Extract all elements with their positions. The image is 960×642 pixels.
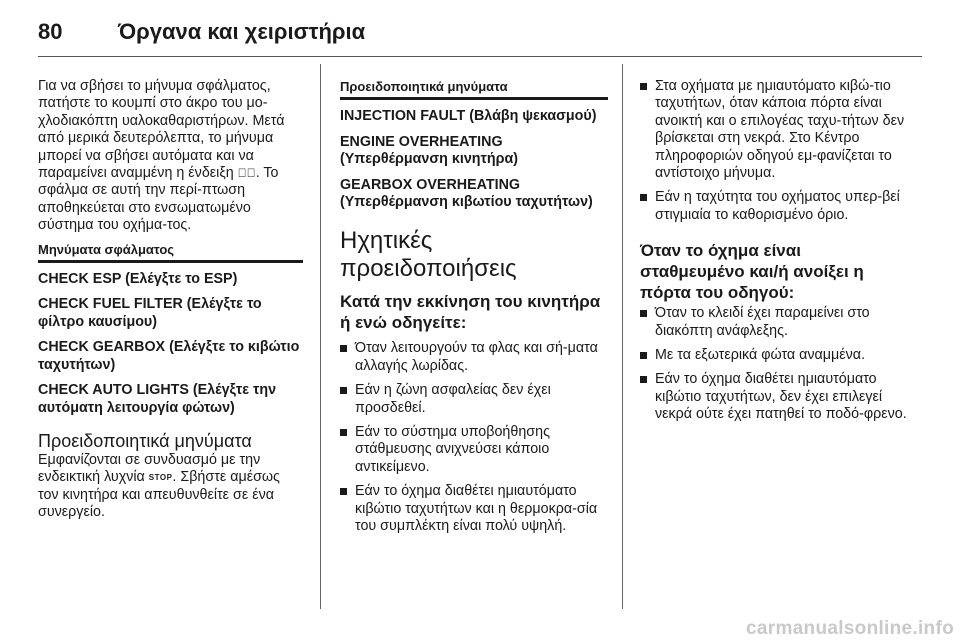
bullet-list: [340, 340, 608, 535]
warning-message: ENGINE OVERHEATING (Υπερθέρμανση κινητήρα): [340, 133, 519, 168]
fault-messages-heading: Μηνύματα σφάλματος: [38, 241, 303, 263]
bullet-list: [640, 305, 910, 423]
fault-message: CHECK GEARBOX (Ελέγξτε το κιβώτιο ταχυτήτων): [38, 339, 300, 373]
fault-message: CHECK FUEL FILTER (Ελέγξτε το φίλτρο καυσίμου): [38, 296, 262, 330]
list-item: Στα οχήματα με ημιαυτόματο κιβώ-τιο ταχυτήτων, όταν κάποια πόρτα είναι ανοικτή και ο επιλογέας ταχυ-τήτων δεν βρίσκεται στη νεκρά. Στο Κέντρο πληροφοριών οδηγού εμ-φανίζεται το αντίστοιχο μήνυμα.: [640, 78, 910, 182]
watermark: carmanualsonline.info: [746, 618, 954, 639]
intro-paragraph: Για να σβήσει το μήνυμα σφάλματος, πατήστε το κουμπί στο άκρο του μο-χλοδιακόπτη υαλοκαθαριστήρων. Μετά από μερικά δευτερόλεπτα, το μήνυμα μπορεί να σβήσει αυτόματα και να παραμείνει αναμμένη η ένδειξη ⊲⃝. Το σφάλμα σε αυτή την περί-πτωση αποθηκεύεται στο ενσωματωμένο σύστημα του οχήμα-τος.: [38, 78, 285, 234]
column-2: [340, 78, 608, 536]
page-number: 80: [38, 19, 63, 44]
sub-heading: Κατά την εκκίνηση του κινητήρα ή ενώ οδηγείτε:: [340, 292, 601, 333]
section-title: Ηχητικές προειδοποιήσεις: [340, 227, 517, 283]
list-item: Εάν η ζώνη ασφαλείας δεν έχει προσδεθεί.: [340, 382, 608, 417]
warning-message: INJECTION FAULT (Βλάβη ψεκασμού): [340, 108, 597, 125]
list-item: Εάν η ταχύτητα του οχήματος υπερ-βεί στιγμιαία το καθορισμένο όριο.: [640, 189, 910, 224]
parked-heading: Όταν το όχημα είναι σταθμευμένο και/ή ανοίξει η πόρτα του οδηγού:: [640, 241, 864, 303]
error-indicator-icon: ⊲⃝: [237, 166, 256, 181]
page-header: [38, 12, 365, 52]
warning-list-heading: Προειδοποιητικά μηνύματα: [340, 78, 608, 100]
list-item: Όταν το κλειδί έχει παραμείνει στο διακόπτη ανάφλεξης.: [640, 305, 910, 340]
list-item: Όταν λειτουργούν τα φλας και σή-ματα αλλαγής λωρίδας.: [340, 340, 608, 375]
list-item: Εάν το όχημα διαθέτει ημιαυτόματο κιβώτιο ταχυτήτων και η θερμοκρα-σία του συμπλέκτη είναι πολύ υψηλή.: [340, 483, 608, 535]
warning-messages-heading: Προειδοποιητικά μηνύματα: [38, 430, 252, 451]
list-item: Με τα εξωτερικά φώτα αναμμένα.: [640, 347, 910, 364]
warning-message: GEARBOX OVERHEATING (Υπερθέρμανση κιβωτίου ταχυτήτων): [340, 176, 593, 211]
column-divider-2: [622, 64, 623, 609]
column-1: [38, 78, 303, 522]
warning-paragraph: Εμφανίζονται σε συνδυασμό με την ενδεικτική λυχνία STOP. Σβήστε αμέσως τον κινητήρα και απευθυνθείτε σε ένα συνεργείο.: [38, 451, 280, 521]
list-item: Εάν το σύστημα υποβοήθησης στάθμευσης ανιχνεύσει κάποιο αντικείμενο.: [340, 424, 608, 476]
column-divider-1: [320, 64, 321, 609]
stop-indicator-icon: STOP: [148, 473, 173, 483]
list-item: Εάν το όχημα διαθέτει ημιαυτόματο κιβώτιο ταχυτήτων, δεν έχει επιλεγεί νεκρά ούτε έχει πατηθεί το ποδό-φρενο.: [640, 371, 910, 423]
chapter-title: Όργανα και χειριστήρια: [118, 19, 366, 44]
header-rule: [38, 56, 922, 57]
column-3: [640, 78, 910, 424]
fault-message: CHECK ESP (Ελέγξτε το ESP): [38, 271, 238, 288]
bullet-list: [640, 78, 910, 224]
fault-message: CHECK AUTO LIGHTS (Ελέγξτε την αυτόματη λειτουργία φώτων): [38, 382, 277, 416]
